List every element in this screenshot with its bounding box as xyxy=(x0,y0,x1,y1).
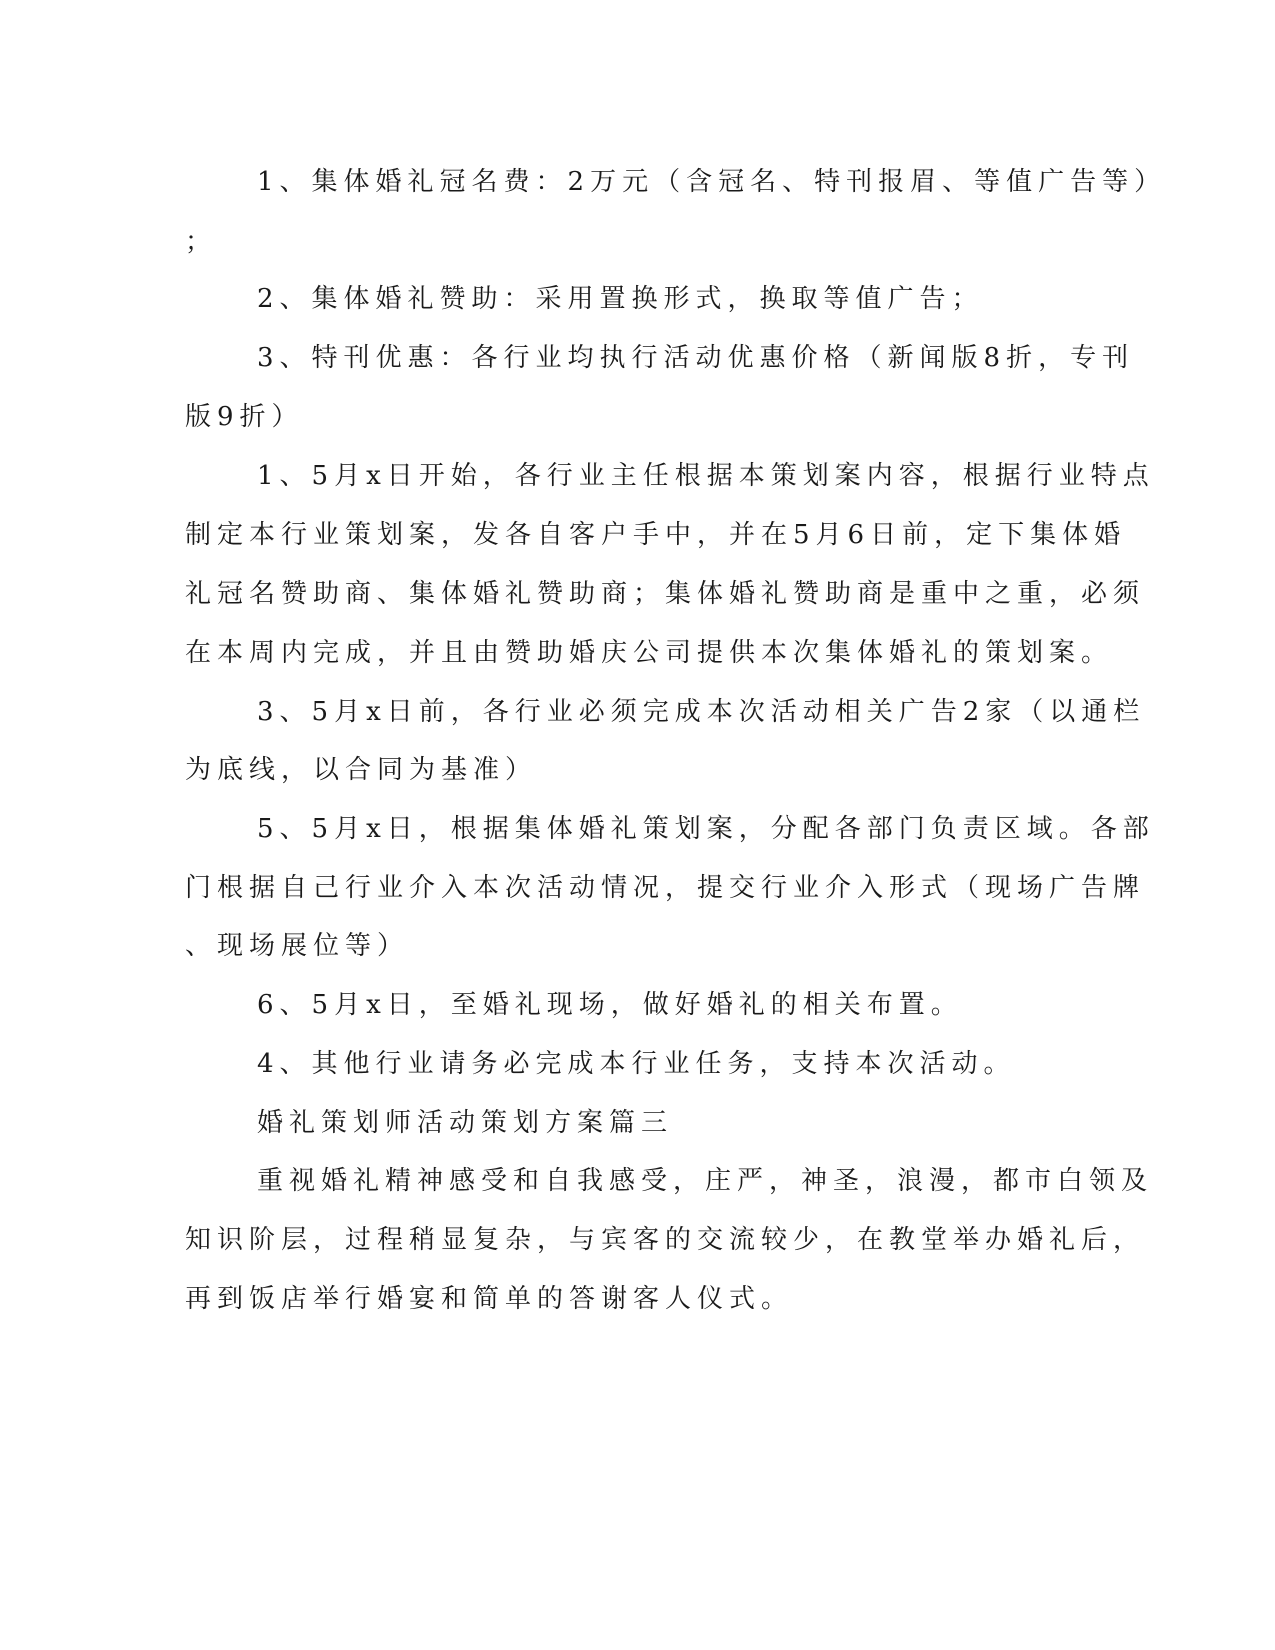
text-line: 5、5月x日，根据集体婚礼策划案，分配各部门负责区域。各部 xyxy=(257,814,1155,844)
text-line: 1、集体婚礼冠名费：2万元（含冠名、特刊报眉、等值广告等） xyxy=(257,167,1167,197)
text-line: 知识阶层，过程稍显复杂，与宾客的交流较少，在教堂举办婚礼后， xyxy=(185,1225,1146,1255)
text-line: 1、5月x日开始，各行业主任根据本策划案内容，根据行业特点 xyxy=(257,461,1155,491)
text-line: 制定本行业策划案，发各自客户手中，并在5月6日前，定下集体婚 xyxy=(185,520,1127,550)
text-line: 版9折） xyxy=(185,402,304,432)
text-line: 为底线，以合同为基准） xyxy=(185,755,538,785)
text-line: 、现场展位等） xyxy=(185,931,410,961)
text-line: 在本周内完成，并且由赞助婚庆公司提供本次集体婚礼的策划案。 xyxy=(185,638,1114,668)
text-line: 6、5月x日，至婚礼现场，做好婚礼的相关布置。 xyxy=(257,990,963,1020)
text-line: ； xyxy=(185,227,218,257)
text-line: 重视婚礼精神感受和自我感受，庄严，神圣，浪漫，都市白领及 xyxy=(257,1166,1154,1196)
text-line: 2、集体婚礼赞助：采用置换形式，换取等值广告； xyxy=(257,284,984,314)
text-line: 4、其他行业请务必完成本行业任务，支持本次活动。 xyxy=(257,1049,1016,1079)
text-line: 礼冠名赞助商、集体婚礼赞助商；集体婚礼赞助商是重中之重，必须 xyxy=(185,579,1146,609)
text-line: 门根据自己行业介入本次活动情况，提交行业介入形式（现场广告牌 xyxy=(185,873,1146,903)
section-heading: 婚礼策划师活动策划方案篇三 xyxy=(257,1108,674,1138)
text-line: 再到饭店举行婚宴和简单的答谢客人仪式。 xyxy=(185,1284,794,1314)
text-line: 3、5月x日前，各行业必须完成本次活动相关广告2家（以通栏 xyxy=(257,697,1146,727)
text-line: 3、特刊优惠：各行业均执行活动优惠价格（新闻版8折，专刊 xyxy=(257,343,1135,373)
